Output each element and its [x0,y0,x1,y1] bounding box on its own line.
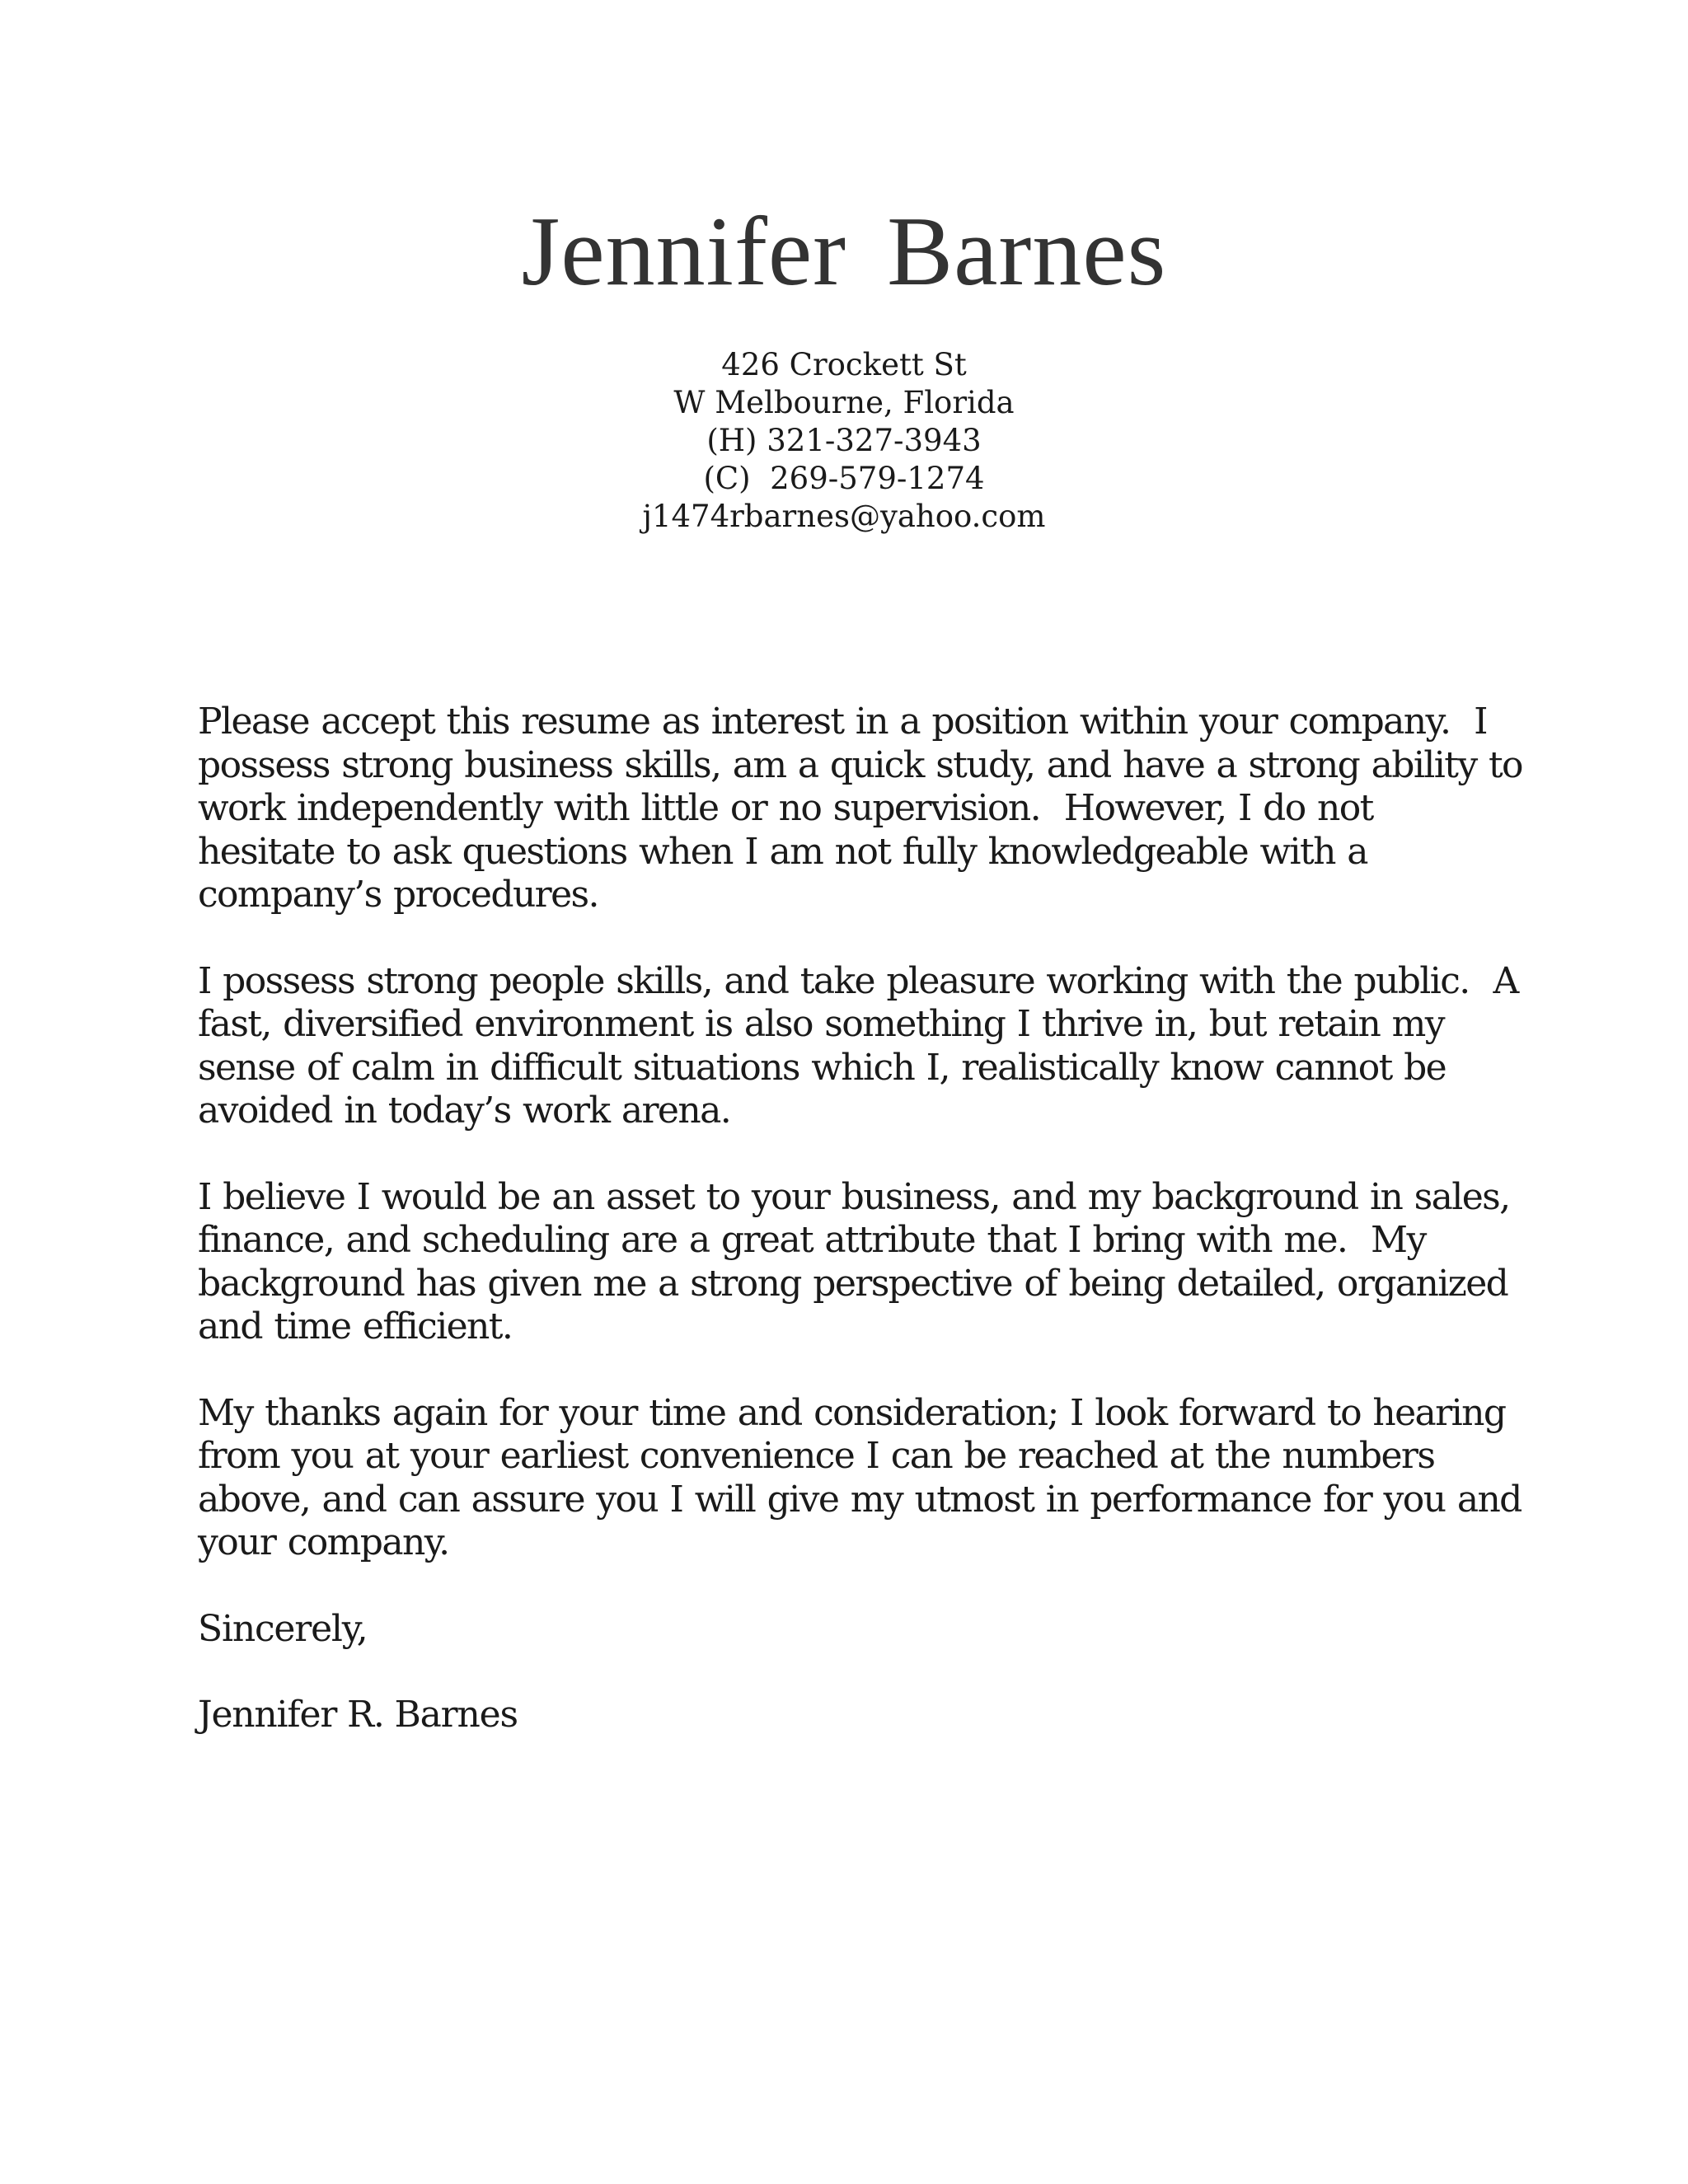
letter-body [198,701,1522,1779]
contact-block [0,346,1688,536]
contact-cell-phone: (C) 269-579-1274 [703,461,985,496]
contact-email: j1474rbarnes@yahoo.com [642,499,1046,534]
paragraph-line: Please accept this resume as interest in a position within your company. I [198,701,1487,743]
body-paragraph-4 [198,1391,1522,1565]
body-paragraph-1 [198,701,1522,917]
paragraph-line: possess strong business skills, am a quick study, and have a strong ability to [198,743,1522,786]
contact-city: W Melbourne, Florida [673,385,1015,420]
paragraph-line: and time efficient. [198,1305,513,1347]
paragraph-line: sense of calm in difficult situations which I, realistically know cannot be [198,1046,1447,1089]
closing: Sincerely, [198,1607,368,1650]
paragraph-line: above, and can assure you I will give my utmost in performance for you and [198,1478,1522,1521]
letterhead-name: Jennifer Barnes [521,196,1167,306]
paragraph-line: company’s procedures. [198,874,598,916]
paragraph-line: work independently with little or no supervision. However, I do not [198,787,1373,829]
paragraph-line: My thanks again for your time and consideration; I look forward to hearing [198,1391,1506,1434]
paragraph-line: your company. [198,1521,449,1563]
paragraph-line: finance, and scheduling are a great attribute that I bring with me. My [198,1219,1426,1261]
paragraph-line: background has given me a strong perspective of being detailed, organized [198,1262,1508,1305]
contact-street: 426 Crockett St [721,347,967,382]
paragraph-line: from you at your earliest convenience I can be reached at the numbers [198,1435,1435,1477]
body-paragraph-3 [198,1176,1517,1349]
signature-name: Jennifer R. Barnes [198,1693,518,1736]
body-paragraph-2 [198,960,1517,1133]
paragraph-line: I believe I would be an asset to your business, and my background in sales, [198,1175,1510,1218]
contact-home-phone: (H) 321-327-3943 [706,423,982,458]
paragraph-line: I possess strong people skills, and take pleasure working with the public. A [198,959,1518,1002]
paragraph-line: fast, diversified environment is also something I thrive in, but retain my [198,1003,1444,1045]
paragraph-line: hesitate to ask questions when I am not fully knowledgeable with a [198,830,1367,873]
paragraph-line: avoided in today’s work arena. [198,1090,731,1132]
